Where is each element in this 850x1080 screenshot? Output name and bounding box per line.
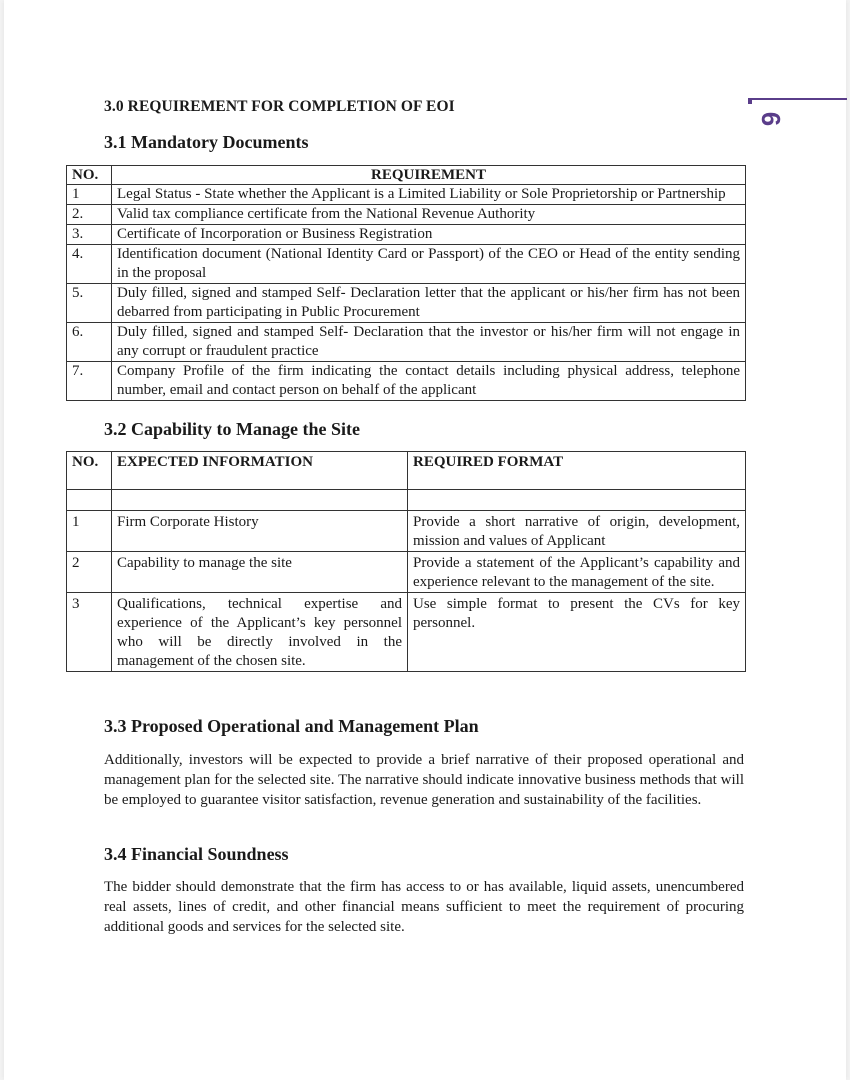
row-number: 2 bbox=[67, 552, 112, 593]
capability-heading: 3.2 Capability to Manage the Site bbox=[104, 419, 360, 439]
empty-cell bbox=[67, 490, 112, 511]
row-format: Use simple format to present the CVs for key personnel. bbox=[408, 593, 746, 672]
row-requirement: Legal Status - State whether the Applicant is a Limited Liability or Sole Proprietorship or Partnership bbox=[112, 185, 746, 205]
row-requirement: Company Profile of the firm indicating the contact details including physical address, telephone number, email and contact person on behalf of the applicant bbox=[112, 362, 746, 401]
table-row bbox=[67, 284, 746, 323]
table-row bbox=[67, 185, 746, 205]
section-title: 3.0 REQUIREMENT FOR COMPLETION OF EOI bbox=[104, 98, 455, 115]
header-required-format: REQUIRED FORMAT bbox=[408, 452, 746, 490]
table-row-empty bbox=[67, 490, 746, 511]
table-row bbox=[67, 225, 746, 245]
header-no: NO. bbox=[67, 166, 112, 185]
page-number: 6 bbox=[756, 111, 786, 127]
row-info: Firm Corporate History bbox=[112, 511, 408, 552]
row-info: Qualifications, technical expertise and experience of the Applicant’s key personnel who will be directly involved in the management of the chosen site. bbox=[112, 593, 408, 672]
row-format: Provide a short narrative of origin, development, mission and values of Applicant bbox=[408, 511, 746, 552]
row-number: 2. bbox=[67, 205, 112, 225]
table-row bbox=[67, 362, 746, 401]
row-requirement: Certificate of Incorporation or Business Registration bbox=[112, 225, 746, 245]
row-number: 1 bbox=[67, 511, 112, 552]
row-number: 5. bbox=[67, 284, 112, 323]
page-number-rule bbox=[750, 98, 847, 100]
row-format: Provide a statement of the Applicant’s capability and experience relevant to the management of the site. bbox=[408, 552, 746, 593]
row-number: 3. bbox=[67, 225, 112, 245]
header-expected-information: EXPECTED INFORMATION bbox=[112, 452, 408, 490]
row-requirement: Valid tax compliance certificate from the National Revenue Authority bbox=[112, 205, 746, 225]
empty-cell bbox=[408, 490, 746, 511]
header-requirement: REQUIREMENT bbox=[112, 166, 746, 185]
empty-cell bbox=[112, 490, 408, 511]
table-row bbox=[67, 593, 746, 672]
table-header-row bbox=[67, 452, 746, 490]
row-number: 6. bbox=[67, 323, 112, 362]
table-row bbox=[67, 245, 746, 284]
row-number: 3 bbox=[67, 593, 112, 672]
financial-paragraph: The bidder should demonstrate that the firm has access to or has available, liquid assets, unencumbered real assets, lines of credit, and other financial means sufficient to meet the requirement of procuring additional goods and services for the selected site. bbox=[104, 879, 744, 935]
row-requirement: Duly filled, signed and stamped Self- Declaration letter that the applicant or his/her firm has not been debarred from participating in Public Procurement bbox=[112, 284, 746, 323]
row-number: 4. bbox=[67, 245, 112, 284]
operational-paragraph: Additionally, investors will be expected to provide a brief narrative of their proposed operational and management plan for the selected site. The narrative should indicate innovative business methods that will be employed to guarantee visitor satisfaction, revenue generation and sustainability of the facilities. bbox=[104, 752, 744, 808]
table-row bbox=[67, 552, 746, 593]
mandatory-documents-heading: 3.1 Mandatory Documents bbox=[104, 132, 309, 152]
row-requirement: Identification document (National Identity Card or Passport) of the CEO or Head of the entity sending in the proposal bbox=[112, 245, 746, 284]
row-requirement: Duly filled, signed and stamped Self- Declaration that the investor or his/her firm will not engage in any corrupt or fraudulent practice bbox=[112, 323, 746, 362]
financial-heading: 3.4 Financial Soundness bbox=[104, 844, 289, 864]
operational-heading: 3.3 Proposed Operational and Management Plan bbox=[104, 716, 479, 736]
header-no: NO. bbox=[67, 452, 112, 490]
table-row bbox=[67, 511, 746, 552]
table-header-row bbox=[67, 166, 746, 185]
row-number: 7. bbox=[67, 362, 112, 401]
table-row bbox=[67, 205, 746, 225]
document-page bbox=[4, 0, 846, 1080]
row-info: Capability to manage the site bbox=[112, 552, 408, 593]
row-number: 1 bbox=[67, 185, 112, 205]
table-row bbox=[67, 323, 746, 362]
capability-table bbox=[66, 451, 746, 672]
mandatory-documents-table bbox=[66, 165, 746, 401]
